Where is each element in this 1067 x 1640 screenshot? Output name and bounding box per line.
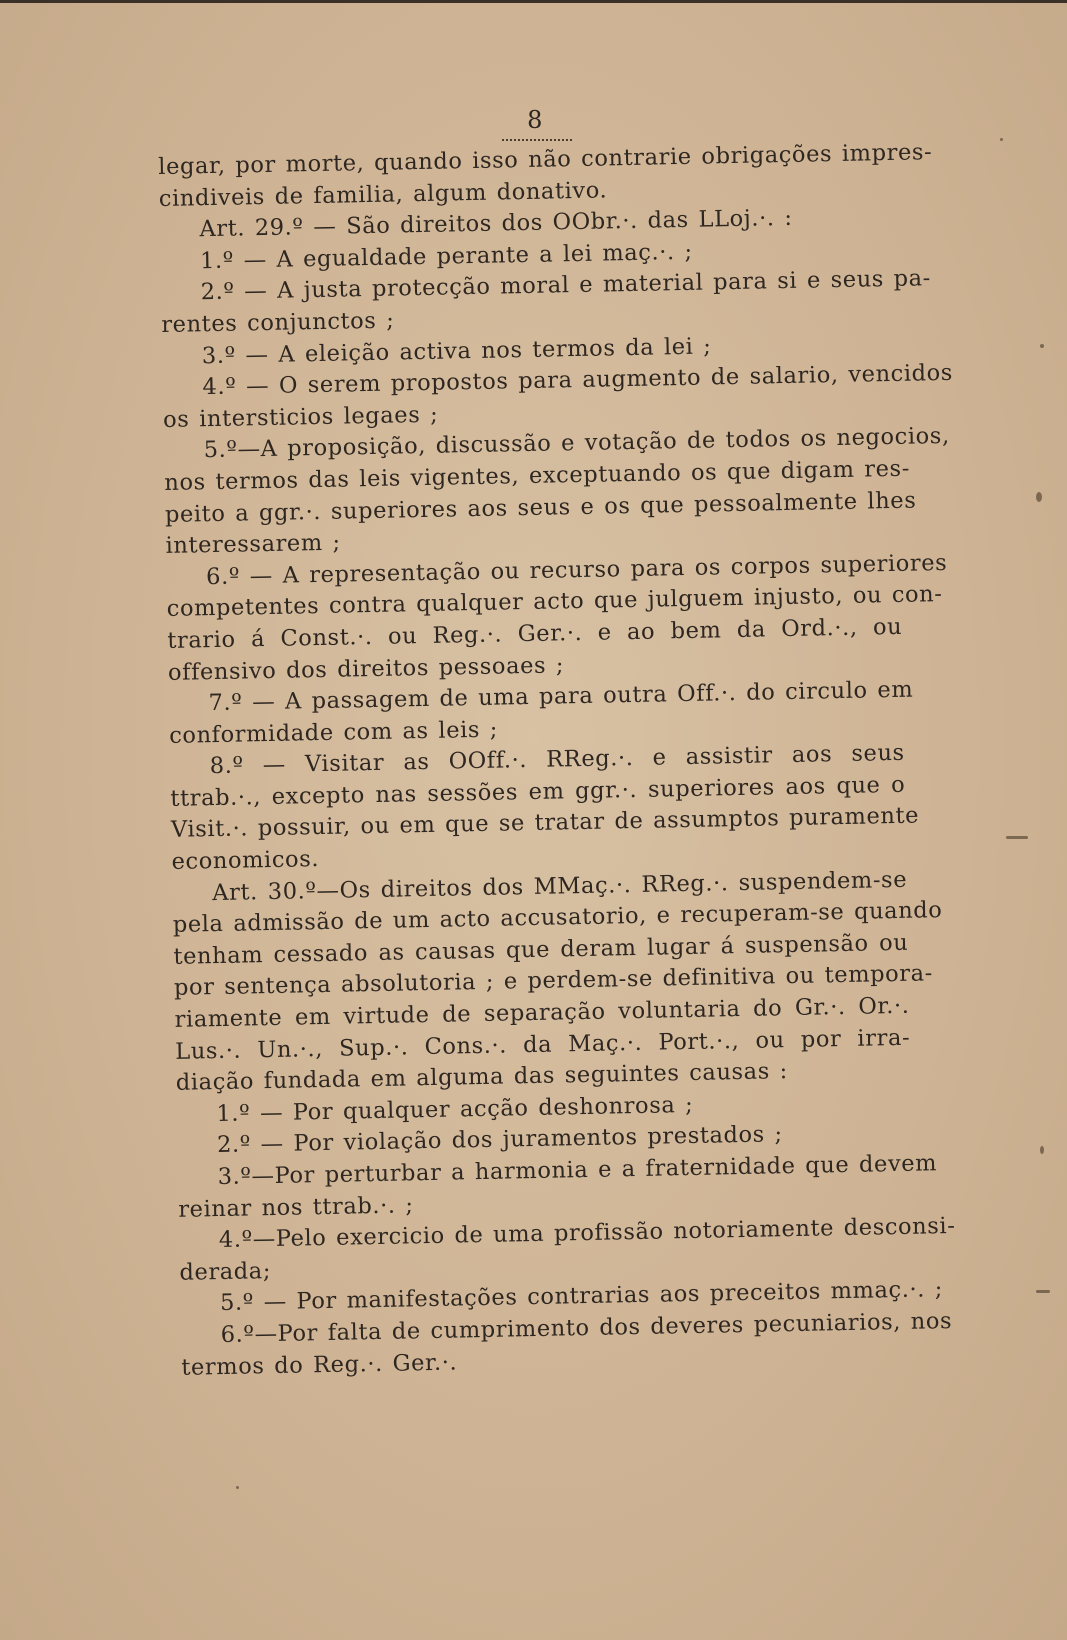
paper-speck [1036,492,1042,502]
text-line: cindiveis de familia, algum donativo. [158,176,608,212]
paper-speck [1036,1290,1050,1293]
text-line: por sentença absolutoria ; e perdem-se definitiva ou tempora- [173,960,934,1002]
text-line: 3.º — A eleição activa nos termos da lei ; [201,332,712,369]
text-line: 2.º — A justa protecção moral e material para si e seus pa- [200,265,932,306]
text-line: 1.º — A egualdade perante a lei maç.·. ; [199,238,693,274]
text-line: diação fundada em alguma das seguintes causas : [175,1058,789,1097]
body-text [158,138,956,1384]
page-top-edge [0,0,1067,3]
text-line: 2.º — Por violação dos juramentos prestados ; [216,1121,783,1159]
text-line: economicos. [171,846,320,875]
page-number: 8 [527,106,543,134]
text-line: tenham cessado as causas que deram lugar á suspensão ou [173,929,909,970]
text-line: 4.º — O serem propostos para augmento de salario, vencidos [202,359,954,401]
paper-speck [1000,138,1003,141]
text-line: 5.º—A proposição, discussão e votação de todos os negocios, [203,423,950,464]
text-line: os intersticios legaes ; [162,401,439,433]
text-line: offensivo dos direitos pessoaes ; [167,651,565,686]
text-line: termos do Reg.·. Ger.·. [181,1349,458,1381]
text-line: interessarem ; [165,529,341,560]
text-line: reinar nos ttrab.·. ; [178,1191,414,1223]
text-line: rentes conjunctos ; [161,307,395,338]
article-heading: Art. 29.º — São direitos dos OObr.·. das LLoj.·. : [199,205,793,243]
text-line: legar, por morte, quando isso não contrarie obrigações impres- [158,139,933,180]
text-line: ttrab.·., excepto nas sessões em ggr.·. superiores aos que o [170,771,906,812]
text-line: peito a ggr.·. superiores aos seus e os que pessoalmente lhes [164,487,917,528]
text-line: competentes contra qualquer acto que julguem injusto, ou con- [166,581,943,623]
text-line: 4.º—Pelo exercicio de uma profissão notoriamente desconsi- [218,1213,956,1254]
paper-speck [1040,344,1044,348]
text-line: derada; [179,1257,272,1286]
text-line: conformidade com as leis ; [168,716,499,749]
text-line: Lus.·. Un.·., Sup.·. Cons.·. da Maç.·. Port.·., ou por irra- [175,1024,911,1065]
text-line: riamente em virtude de separação voluntaria do Gr.·. Or.·. [174,992,910,1033]
paper-speck [236,1486,239,1489]
text-line: 7.º — A passagem de uma para outra Off.·. do circulo em [208,676,914,717]
page-number-rule [502,139,572,141]
text-line: 1.º — Por qualquer acção deshonrosa ; [216,1091,694,1127]
text-line: Visit.·. possuir, ou em que se tratar de assumptos puramente [170,802,920,844]
text-line: 6.º—Por falta de cumprimento dos deveres pecuniarios, nos [220,1307,953,1348]
paper-speck [1040,1146,1044,1154]
text-line: 3.º—Por perturbar a harmonia e a fraternidade que devem [217,1150,938,1191]
text-line: pela admissão de um acto accusatorio, e recuperam-se quando [172,897,943,939]
text-line: 6.º — A representação ou recurso para os corpos superiores [205,549,948,590]
text-line: 5.º — Por manifestações contrarias aos preceitos mmaç.·. ; [219,1276,944,1317]
text-line: 8.º — Visitar as OOff.·. RReg.·. e assistir aos seus [209,740,905,780]
text-line: trario á Const.·. ou Reg.·. Ger.·. e ao bem da Ord.·., ou [167,613,903,654]
article-heading: Art. 30.º—Os direitos dos MMaç.·. RReg.·. suspendem-se [211,866,908,906]
paper-speck [1006,836,1028,839]
text-line: nos termos das leis vigentes, exceptuando os que digam res- [164,455,911,496]
